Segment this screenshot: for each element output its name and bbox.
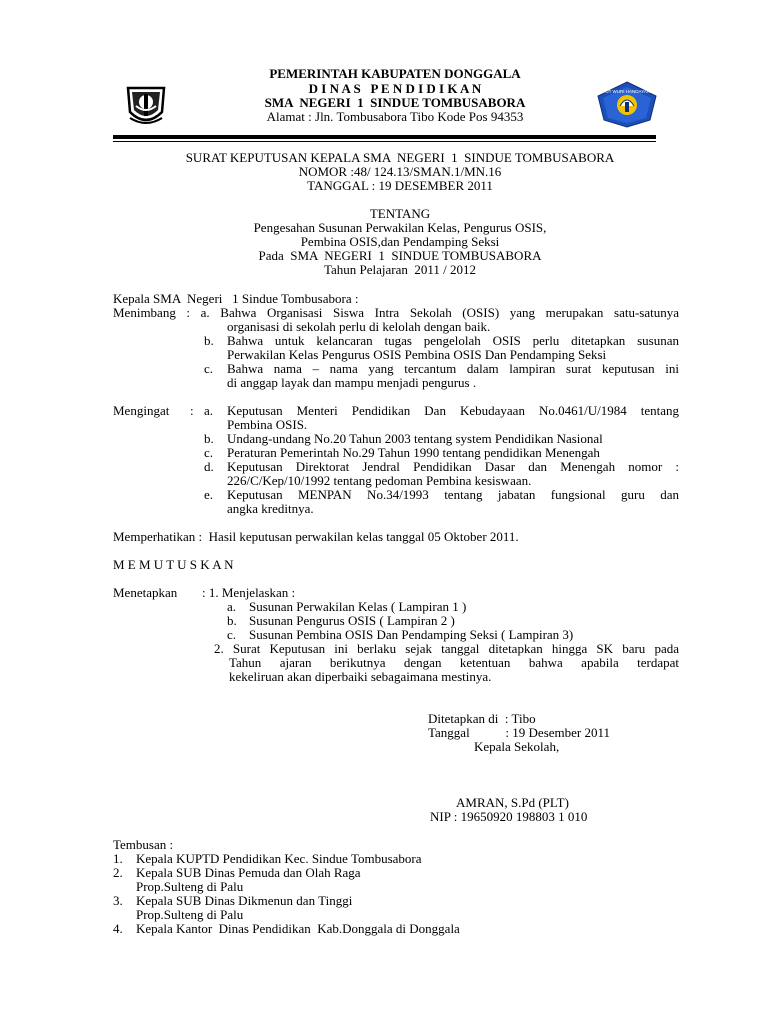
mengingat-item-line1: Keputusan Direktorat Jendral Pendidikan Dasar dan Menengah nomor : [227, 459, 679, 474]
mengingat-label: Mengingat [113, 403, 170, 418]
decree-number: NOMOR :48/ 124.13/SMAN.1/MN.16 [298, 164, 502, 179]
signature-position: Kepala Sekolah, [474, 739, 560, 754]
menimbang-c-line2: di anggap layak dan mampu menjadi pengurus . [227, 375, 477, 390]
mengingat-marker: d. [204, 459, 214, 474]
tentang-heading: TENTANG [369, 206, 431, 221]
tembusan-item-line1: Kepala Kantor Dinas Pendidikan Kab.Donggala di Donggala [136, 921, 460, 936]
tembusan-marker: 3. [113, 893, 123, 908]
mengingat-item-line2: Pembina OSIS. [227, 417, 308, 432]
letterhead-line-office: D I N A S P E N D I D I K A N [308, 81, 482, 96]
mengingat-item-line2: angka kreditnya. [227, 501, 314, 516]
menetapkan-item2-line2: Tahun ajaran berikutnya dengan ketentuan bahwa apabila terdapat [229, 655, 679, 670]
menimbang-c-marker: c. [204, 361, 214, 376]
menetapkan-item2-line3: kekeliruan akan diperbaiki sebagaimana mestinya. [229, 669, 492, 684]
mengingat-colon: : [190, 403, 194, 418]
tembusan-marker: 1. [113, 851, 123, 866]
tentang-line: Pada SMA NEGERI 1 SINDUE TOMBUSABORA [258, 248, 542, 263]
memutuskan-heading: M E M U T U S K A N [113, 557, 234, 572]
signature-nip: NIP : 19650920 198803 1 010 [430, 809, 588, 824]
mengingat-item-line1: Peraturan Pemerintah No.29 Tahun 1990 tentang pendidikan Menengah [227, 445, 600, 460]
menetapkan-sub-text: Susunan Perwakilan Kelas ( Lampiran 1 ) [249, 599, 467, 614]
mengingat-item-line1: Undang-undang No.20 Tahun 2003 tentang system Pendidikan Nasional [227, 431, 603, 446]
menetapkan-sub-marker: a. [227, 599, 237, 614]
tentang-line: Pengesahan Susunan Perwakilan Kelas, Pengurus OSIS, [253, 220, 547, 235]
menetapkan-label: Menetapkan [113, 585, 178, 600]
menimbang-b-line1: Bahwa untuk kelancaran tugas pengelolah OSIS perlu ditetapkan susunan [227, 333, 679, 348]
tembusan-item-line2: Prop.Sulteng di Palu [136, 879, 244, 894]
menetapkan-item2-line1: 2. Surat Keputusan ini berlaku sejak tanggal ditetapkan hingga SK baru pada [214, 641, 679, 656]
tembusan-marker: 2. [113, 865, 123, 880]
mengingat-marker: b. [204, 431, 214, 446]
menimbang-a-line2: organisasi di sekolah perlu di kelolah dengan baik. [227, 319, 491, 334]
tembusan-heading: Tembusan : [113, 837, 174, 852]
tembusan-marker: 4. [113, 921, 123, 936]
signature-date: Tanggal : 19 Desember 2011 [428, 725, 611, 740]
regency-seal-logo [122, 82, 170, 128]
menetapkan-sub-marker: c. [227, 627, 237, 642]
signature-place: Ditetapkan di : Tibo [428, 711, 536, 726]
tembusan-item-line1: Kepala SUB Dinas Pemuda dan Olah Raga [136, 865, 361, 880]
tut-wuri-handayani-logo [596, 80, 658, 128]
menetapkan-sub-text: Susunan Pengurus OSIS ( Lampiran 2 ) [249, 613, 455, 628]
mengingat-marker: a. [204, 403, 214, 418]
tentang-line: Tahun Pelajaran 2011 / 2012 [323, 262, 477, 277]
signature-name: AMRAN, S.Pd (PLT) [456, 795, 569, 810]
menetapkan-sub-text: Susunan Pembina OSIS Dan Pendamping Seksi ( Lampiran 3) [249, 627, 574, 642]
mengingat-item-line1: Keputusan MENPAN No.34/1993 tentang jabatan fungsional guru dan [227, 487, 679, 502]
menimbang-a-line1: Menimbang : a. Bahwa Organisasi Siswa Intra Sekolah (OSIS) yang merupakan satu-satunya [113, 305, 679, 320]
letterhead-divider-thick [113, 135, 656, 139]
menimbang-b-marker: b. [204, 333, 214, 348]
menimbang-c-line1: Bahwa nama – nama yang tercantum dalam lampiran surat keputusan ini [227, 361, 679, 376]
menimbang-b-line2: Perwakilan Kelas Pengurus OSIS Pembina OSIS Dan Pendamping Seksi [227, 347, 607, 362]
opening-line: Kepala SMA Negeri 1 Sindue Tombusabora : [113, 291, 359, 306]
decree-title: SURAT KEPUTUSAN KEPALA SMA NEGERI 1 SINDUE TOMBUSABORA [185, 150, 615, 165]
letterhead-line-address: Alamat : Jln. Tombusabora Tibo Kode Pos 94353 [266, 109, 524, 124]
memperhatikan-line: Memperhatikan : Hasil keputusan perwakilan kelas tanggal 05 Oktober 2011. [113, 529, 519, 544]
mengingat-item-line1: Keputusan Menteri Pendidikan Dan Kebudayaan No.0461/U/1984 tentang [227, 403, 679, 418]
mengingat-item-line2: 226/C/Kep/10/1992 tentang pedoman Pembina kesiswaan. [227, 473, 532, 488]
logo-motto-text: TUT WURI HANDAYANI [602, 89, 652, 94]
letterhead-divider-thin [113, 141, 656, 142]
tembusan-item-line1: Kepala SUB Dinas Dikmenun dan Tinggi [136, 893, 353, 908]
menetapkan-item1: : 1. Menjelaskan : [202, 585, 296, 600]
decree-date: TANGGAL : 19 DESEMBER 2011 [307, 178, 493, 193]
menetapkan-sub-marker: b. [227, 613, 237, 628]
letterhead-line-school: SMA NEGERI 1 SINDUE TOMBUSABORA [264, 95, 526, 110]
letterhead-line-government: PEMERINTAH KABUPATEN DONGGALA [269, 66, 521, 81]
tentang-line: Pembina OSIS,dan Pendamping Seksi [300, 234, 500, 249]
tembusan-item-line2: Prop.Sulteng di Palu [136, 907, 244, 922]
mengingat-marker: c. [204, 445, 214, 460]
mengingat-marker: e. [204, 487, 214, 502]
tembusan-item-line1: Kepala KUPTD Pendidikan Kec. Sindue Tombusabora [136, 851, 422, 866]
